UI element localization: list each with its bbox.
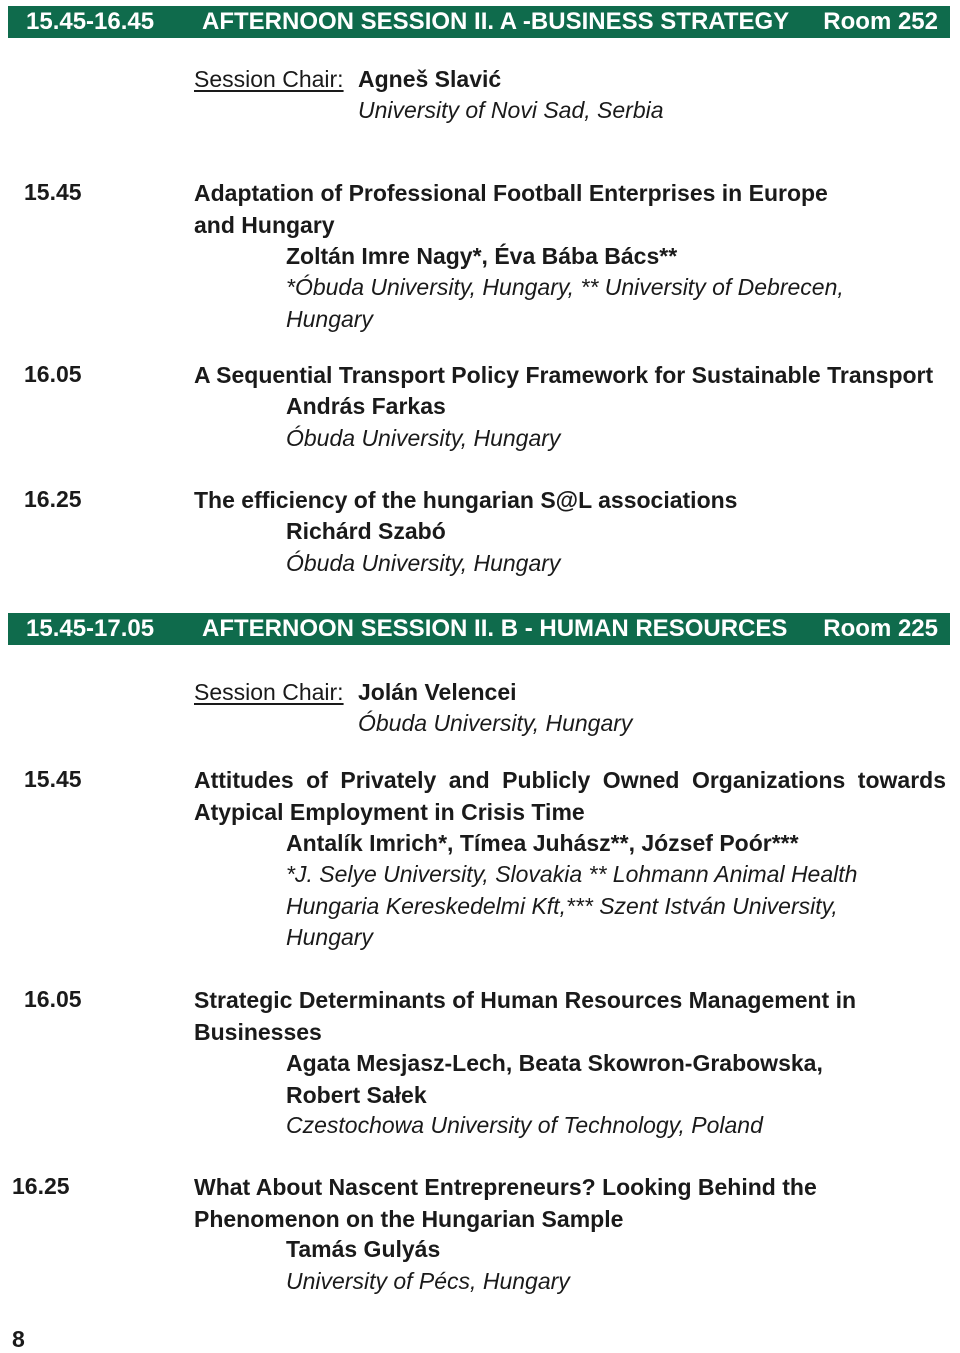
- session-chair-label: Session Chair:: [194, 66, 344, 92]
- session-chair-affiliation: University of Novi Sad, Serbia: [358, 97, 664, 123]
- talk-title: Adaptation of Professional Football Enterprises in Europe and Hungary: [194, 180, 828, 238]
- talk-affiliation: Óbuda University, Hungary: [286, 550, 561, 576]
- talk-time: 15.45: [24, 179, 82, 205]
- talk-affiliation: University of Pécs, Hungary: [286, 1268, 570, 1294]
- talk-authors: András Farkas: [286, 393, 446, 419]
- session-chair-name: Agneš Slavić: [358, 66, 502, 92]
- session-chair-name: Jolán Velencei: [358, 679, 517, 705]
- session-a-header: [8, 6, 950, 38]
- talk-affiliation: Óbuda University, Hungary: [286, 425, 561, 451]
- session-chair-label: Session Chair:: [194, 679, 344, 705]
- talk-authors: Tamás Gulyás: [286, 1236, 441, 1262]
- talk-time: 15.45: [24, 766, 82, 792]
- talk-authors: Antalík Imrich*, Tímea Juhász**, József Poór***: [286, 830, 799, 856]
- talk-authors: Agata Mesjasz-Lech, Beata Skowron-Grabowska, Robert Sałek: [286, 1050, 823, 1108]
- talk-authors: Richárd Szabó: [286, 518, 446, 544]
- talk-authors: Zoltán Imre Nagy*, Éva Bába Bács**: [286, 243, 678, 269]
- session-time: 15.45-17.05: [26, 615, 155, 642]
- talk-title: A Sequential Transport Policy Framework for Sustainable Transport: [194, 362, 934, 388]
- session-title: AFTERNOON SESSION II. A -BUSINESS STRATEGY: [202, 8, 790, 35]
- talk-title: The efficiency of the hungarian S@L associations: [194, 487, 738, 513]
- talk-title: What About Nascent Entrepreneurs? Looking Behind the Phenomenon on the Hungarian Sample: [194, 1174, 817, 1232]
- talk-title: Strategic Determinants of Human Resources Management in Businesses: [194, 987, 857, 1045]
- talk-affiliation: *J. Selye University, Slovakia ** Lohmann Animal Health Hungaria Kereskedelmi Kft,*** Szent István University, Hungary: [286, 861, 858, 950]
- talk-affiliation: Czestochowa University of Technology, Poland: [286, 1112, 763, 1138]
- page-number: 8: [12, 1326, 25, 1352]
- session-title: AFTERNOON SESSION II. B - HUMAN RESOURCES: [202, 615, 788, 642]
- talk-time: 16.25: [12, 1173, 70, 1199]
- talk-time: 16.25: [24, 486, 82, 512]
- talk-title: Attitudes of Privately and Publicly Owned Organizations towards Atypical Employment in Crisis Time: [194, 767, 946, 825]
- session-time: 15.45-16.45: [26, 8, 155, 35]
- talk-affiliation: *Óbuda University, Hungary, ** University of Debrecen, Hungary: [286, 274, 844, 332]
- session-room: Room 225: [823, 615, 938, 642]
- talk-time: 16.05: [24, 361, 82, 387]
- session-room: Room 252: [823, 8, 938, 35]
- talk-time: 16.05: [24, 986, 82, 1012]
- session-chair-affiliation: Óbuda University, Hungary: [358, 710, 633, 736]
- session-b-header: [8, 613, 950, 645]
